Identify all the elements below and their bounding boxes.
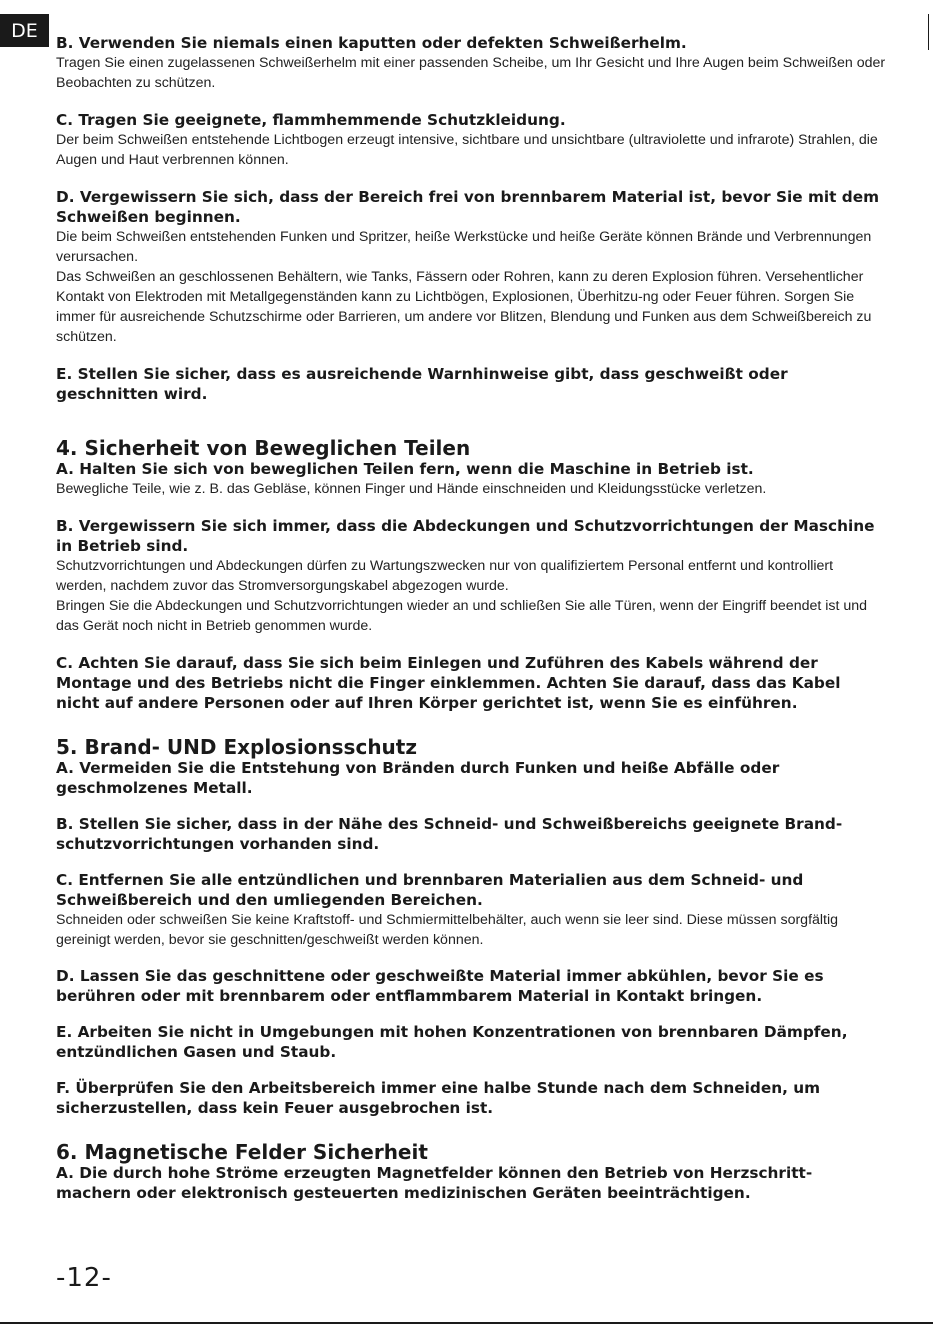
item-text: Bringen Sie die Abdeckungen und Schutzvorrichtungen wieder an und schließen Sie alle Türen, wenn der Eingriff beendet ist und das Gerät noch nicht in Betrieb genommen wurde. xyxy=(56,598,868,634)
item-heading: E. Stellen Sie sicher, dass es ausreichende Warnhinweise gibt, dass geschweißt oder geschnitten wird. xyxy=(56,365,788,403)
item-text: Bewegliche Teile, wie z. B. das Gebläse, können Finger und Hände einschneiden und Kleidungsstücke verletzen. xyxy=(56,481,767,497)
item-heading: B. Stellen Sie sicher, dass in der Nähe des Schneid- und Schweißbereichs geeignete Brand-schutzvorrichtungen vorhanden sind. xyxy=(56,815,843,853)
safety-item xyxy=(56,870,886,950)
safety-item xyxy=(56,516,886,636)
item-heading: C. Achten Sie darauf, dass Sie sich beim Einlegen und Zuführen des Kabels während der Montage und des Betriebs nicht die Finger einklemmen. Achten Sie darauf, dass das Kabel nicht auf andere Personen oder auf Ihren Körper gerichtet ist, wenn Sie es einführen. xyxy=(56,654,841,712)
safety-item xyxy=(56,1022,886,1062)
item-heading: D. Lassen Sie das geschnittene oder geschweißte Material immer abkühlen, bevor Sie es berühren oder mit brennbarem oder entflammbarem Material in Kontakt bringen. xyxy=(56,967,824,1005)
section-title: 5. Brand- UND Explosionsschutz xyxy=(56,735,417,759)
item-heading: A. Vermeiden Sie die Entstehung von Bränden durch Funken und heiße Abfälle oder geschmolzenes Metall. xyxy=(56,759,780,797)
page-content xyxy=(56,33,886,1220)
safety-item xyxy=(56,33,886,93)
item-heading: D. Vergewissern Sie sich, dass der Bereich frei von brennbarem Material ist, bevor Sie mit dem Schweißen beginnen. xyxy=(56,188,880,226)
item-text: Der beim Schweißen entstehende Lichtbogen erzeugt intensive, sichtbare und unsichtbare (ultraviolette und infrarote) Strahlen, die Augen und Haut verbrennen können. xyxy=(56,132,878,168)
margin-rule xyxy=(928,14,929,50)
safety-item xyxy=(56,1078,886,1118)
item-heading: C. Tragen Sie geeignete, flammhemmende Schutzkleidung. xyxy=(56,111,566,129)
language-tab: DE xyxy=(0,14,49,47)
safety-item xyxy=(56,758,886,798)
safety-item xyxy=(56,966,886,1006)
item-heading: A. Die durch hohe Ströme erzeugten Magnetfelder können den Betrieb von Herzschritt-machern oder elektronisch gesteuerten medizinischen Geräten beeinträchtigen. xyxy=(56,1164,813,1202)
item-text: Die beim Schweißen entstehenden Funken und Spritzer, heiße Werkstücke und heiße Geräte können Brände und Verbrennungen verursachen. xyxy=(56,229,872,265)
item-heading: C. Entfernen Sie alle entzündlichen und brennbaren Materialien aus dem Schneid- und Schweißbereich und den umliegenden Bereichen. xyxy=(56,871,804,909)
safety-item xyxy=(56,364,886,404)
safety-item xyxy=(56,814,886,854)
safety-item xyxy=(56,1163,886,1203)
safety-item xyxy=(56,653,886,713)
safety-item xyxy=(56,459,886,499)
item-heading: E. Arbeiten Sie nicht in Umgebungen mit hohen Konzentrationen von brennbaren Dämpfen, entzündlichen Gasen und Staub. xyxy=(56,1023,848,1061)
item-heading: A. Halten Sie sich von beweglichen Teilen fern, wenn die Maschine in Betrieb ist. xyxy=(56,460,754,478)
item-heading: B. Verwenden Sie niemals einen kaputten oder defekten Schweißerhelm. xyxy=(56,34,687,52)
section-title: 6. Magnetische Felder Sicherheit xyxy=(56,1140,428,1164)
section-5 xyxy=(56,736,886,1118)
item-text: Tragen Sie einen zugelassenen Schweißerhelm mit einer passenden Scheibe, um Ihr Gesicht und Ihre Augen beim Schweißen oder Beobachten zu schützen. xyxy=(56,55,886,91)
safety-item xyxy=(56,110,886,170)
item-text: Das Schweißen an geschlossenen Behältern, wie Tanks, Fässern oder Rohren, kann zu deren Explosion führen. Versehentlicher Kontakt von Elektroden mit Metallgegenständen kann zu Lichtbögen, Explosionen, Überhitzu-ng oder Feuer führen. Sorgen Sie immer für ausreichende Schutzschirme oder Barrieren, um andere vor Blitzen, Blendung und Funken aus dem Schweißbereich zu schützen. xyxy=(56,269,872,345)
item-heading: F. Überprüfen Sie den Arbeitsbereich immer eine halbe Stunde nach dem Schneiden, um sicherzustellen, dass kein Feuer ausgebrochen ist. xyxy=(56,1079,821,1117)
page-number: -12- xyxy=(56,1263,112,1293)
section-title: 4. Sicherheit von Beweglichen Teilen xyxy=(56,436,471,460)
safety-item xyxy=(56,187,886,347)
section-4 xyxy=(56,437,886,713)
item-heading: B. Vergewissern Sie sich immer, dass die Abdeckungen und Schutzvorrichtungen der Maschine in Betrieb sind. xyxy=(56,517,875,555)
item-text: Schneiden oder schweißen Sie keine Kraftstoff- und Schmiermittelbehälter, auch wenn sie leer sind. Diese müssen sorgfältig gereinigt werden, bevor sie geschnitten/geschweißt werden können. xyxy=(56,912,839,948)
section-6 xyxy=(56,1141,886,1203)
item-text: Schutzvorrichtungen und Abdeckungen dürfen zu Wartungszwecken nur von qualifiziertem Personal entfernt und kontrolliert werden, nachdem zuvor das Stromversorgungskabel abgezogen wurde. xyxy=(56,558,834,594)
